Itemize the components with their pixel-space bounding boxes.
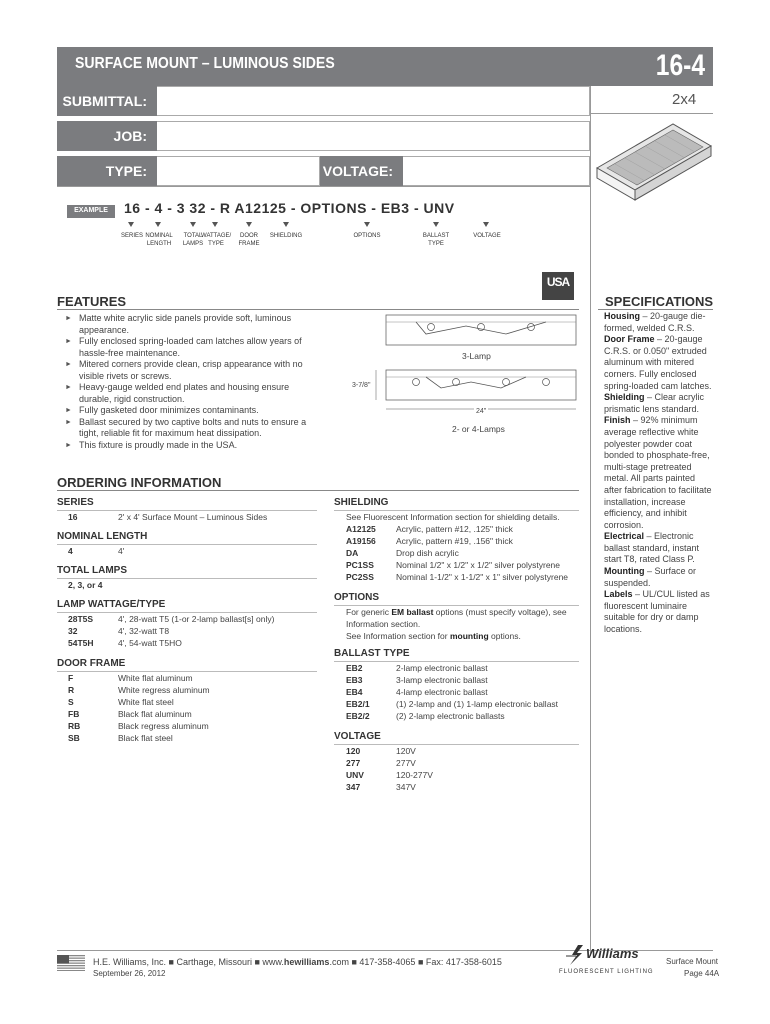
- specifications-title: SPECIFICATIONS: [605, 294, 714, 309]
- features-rule: [57, 309, 579, 310]
- ballast-type-title: BALLAST TYPE: [334, 648, 410, 659]
- wattage-code: 54T5H: [68, 638, 94, 648]
- voltage-descs: [396, 745, 433, 793]
- shielding-desc: Nominal 1/2" x 1/2" x 1/2" silver polystyrene: [396, 560, 561, 570]
- shielding-title: SHIELDING: [334, 497, 389, 508]
- lamp-wattage-title: LAMP WATTAGE/TYPE: [57, 599, 166, 610]
- spec-text: – 20-gauge die-formed, welded C.R.S.: [604, 311, 706, 333]
- nominal-length-rule: [57, 544, 317, 545]
- example-label-shielding: SHIELDING: [269, 233, 303, 239]
- wattage-desc: 4', 28-watt T5 (1-or 2-lamp ballast[s] only): [118, 614, 275, 624]
- ballast-codes: [346, 662, 370, 722]
- example-label-options: OPTIONS: [353, 233, 381, 239]
- ballast-code: EB4: [346, 687, 363, 697]
- feature-item: ► Fully enclosed spring-loaded cam latches allow years of hassle-free maintenance.: [65, 336, 315, 359]
- williams-brand: Williams: [586, 946, 639, 961]
- voltage-desc: 347V: [396, 782, 416, 792]
- arrow-icon: [433, 222, 439, 227]
- options-text-part: See Information section for: [346, 631, 450, 641]
- voltage-rule: [334, 744, 579, 745]
- spec-label: Housing: [604, 311, 640, 321]
- door-desc: Black flat aluminum: [118, 709, 192, 719]
- shielding-code: A19156: [346, 536, 376, 546]
- ordering-title: ORDERING INFORMATION: [57, 475, 222, 490]
- arrow-icon: [190, 222, 196, 227]
- arrow-icon: [364, 222, 370, 227]
- footer-category: Surface Mount: [666, 957, 719, 966]
- header-band: [57, 47, 713, 86]
- door-code: SB: [68, 733, 80, 743]
- arrow-icon: [283, 222, 289, 227]
- wattage-descs: [118, 613, 274, 649]
- voltage-code: 120: [346, 746, 361, 756]
- options-title: OPTIONS: [334, 592, 380, 603]
- spec-label: Finish: [604, 415, 631, 426]
- fixture-image: [595, 116, 713, 210]
- shielding-descs: [396, 523, 568, 583]
- footer-date: September 26, 2012: [93, 969, 166, 978]
- options-text-line: Information section.: [346, 619, 421, 629]
- example-label-length: NOMINAL LENGTH: [145, 233, 173, 247]
- shielding-desc: Drop dish acrylic: [396, 548, 459, 558]
- footer-company-part: H.E. Williams, Inc. ■ Carthage, Missouri ■ www.: [93, 957, 284, 967]
- voltage-code: 277: [346, 758, 361, 768]
- voltage-desc: 277V: [396, 758, 416, 768]
- shielding-code: PC1SS: [346, 560, 374, 570]
- feature-item: ► Mitered corners provide clean, crisp appearance with no visible rivets or screws.: [65, 359, 315, 382]
- lamps-code: 2, 3, or 4: [68, 580, 103, 590]
- voltage-field[interactable]: [403, 156, 590, 186]
- arrow-icon: [212, 222, 218, 227]
- example-label-ballast: BALLAST TYPE: [422, 233, 450, 247]
- specifications-rule: [598, 309, 713, 310]
- page-title: SURFACE MOUNT – LUMINOUS SIDES: [75, 55, 335, 72]
- spec-text: – Surface or suspended.: [604, 566, 697, 588]
- type-field[interactable]: [157, 156, 320, 186]
- ballast-code: EB2: [346, 663, 363, 673]
- example-label-series: SERIES: [120, 233, 143, 239]
- shielding-desc: Acrylic, pattern #19, .156" thick: [396, 536, 513, 546]
- example-badge: EXAMPLE: [67, 205, 115, 218]
- type-label: TYPE:: [57, 156, 157, 186]
- footer-company-bold: hewilliams: [283, 957, 330, 967]
- arrow-icon: [155, 222, 161, 227]
- wattage-desc: 4', 32-watt T8: [118, 626, 170, 636]
- submittal-field[interactable]: [157, 86, 590, 116]
- job-field[interactable]: [157, 121, 590, 151]
- spec-label: Labels: [604, 589, 633, 600]
- door-code: RB: [68, 721, 81, 731]
- shielding-codes: [346, 523, 376, 583]
- diagram-height-label: 3-7/8": [352, 382, 371, 389]
- ballast-desc: 4-lamp electronic ballast: [396, 687, 488, 697]
- options-text-bold: EM ballast: [391, 607, 434, 617]
- wattage-codes: [68, 613, 94, 649]
- series-desc: 2' x 4' Surface Mount – Luminous Sides: [118, 512, 268, 522]
- feature-item: ► Ballast secured by two captive bolts and nuts to ensure a tight, reliable fit for maximum heat dissipation.: [65, 417, 315, 440]
- voltage-code: UNV: [346, 770, 364, 780]
- spec-label: Door Frame: [604, 334, 655, 345]
- feature-item: ► Matte white acrylic side panels provide soft, luminous appearance.: [65, 313, 315, 336]
- arrow-icon: [128, 222, 134, 227]
- door-desc: Black flat steel: [118, 733, 173, 743]
- size-divider: [591, 113, 713, 114]
- catalog-code: 16-4: [655, 49, 705, 82]
- arrow-icon: [483, 222, 489, 227]
- door-descs: [118, 672, 210, 744]
- ballast-desc: (2) 2-lamp electronic ballasts: [396, 711, 505, 721]
- length-desc: 4': [118, 546, 125, 556]
- us-flag-icon: [57, 955, 85, 971]
- spec-label: Shielding: [604, 392, 645, 403]
- ballast-code: EB3: [346, 675, 363, 685]
- wattage-code: 32: [68, 626, 78, 636]
- options-text: [346, 606, 586, 642]
- door-code: FB: [68, 709, 80, 719]
- door-frame-title: DOOR FRAME: [57, 658, 126, 669]
- door-desc: Black regress aluminum: [118, 721, 209, 731]
- example-label-door: DOOR FRAME: [238, 233, 260, 247]
- voltage-desc: 120-277V: [396, 770, 433, 780]
- wattage-code: 28T5S: [68, 614, 94, 624]
- ballast-descs: [396, 662, 558, 722]
- spec-text: – 20-gauge C.R.S. or 0.050" extruded aluminum with mitered corners. Fully enclosed spring-loaded cam latches.: [604, 334, 712, 391]
- voltage-desc: 120V: [396, 746, 416, 756]
- diagram-label-3lamp: 3-Lamp: [462, 351, 491, 361]
- features-title: FEATURES: [57, 294, 127, 309]
- ballast-code: EB2/2: [346, 711, 370, 721]
- spec-text: – Electronic ballast standard, instant start T8, rated Class P.: [604, 531, 700, 565]
- voltage-code: 347: [346, 782, 361, 792]
- door-codes: [68, 672, 80, 744]
- footer-company-part: .com ■ 417-358-4065 ■ Fax: 417-358-6015: [329, 957, 502, 967]
- options-text-part: options.: [488, 631, 521, 641]
- fixture-section-diagram: [346, 312, 586, 424]
- voltage-title: VOLTAGE: [334, 731, 381, 742]
- door-desc: White flat aluminum: [118, 673, 193, 683]
- feature-item: ► Heavy-gauge welded end plates and housing ensure durable, rigid construction.: [65, 382, 315, 405]
- wattage-desc: 4', 54-watt T5HO: [118, 638, 182, 648]
- feature-item: ► Fully gasketed door minimizes contaminants.: [65, 405, 315, 417]
- submittal-label: SUBMITTAL:: [57, 86, 157, 116]
- footer-page: Page 44A: [684, 969, 720, 978]
- shielding-note: See Fluorescent Information section for shielding details.: [346, 512, 560, 522]
- options-text-part: For generic: [346, 607, 392, 617]
- diagram-label-2or4: 2- or 4-Lamps: [452, 424, 505, 434]
- specifications-list: [604, 311, 714, 636]
- spec-text: – UL/CUL listed as fluorescent luminaire suitable for dry or damp locations.: [604, 589, 710, 635]
- voltage-codes: [346, 745, 364, 793]
- ballast-desc: 3-lamp electronic ballast: [396, 675, 488, 685]
- ballast-code: EB2/1: [346, 699, 370, 709]
- door-desc: White flat steel: [118, 697, 174, 707]
- right-column-divider: [590, 86, 591, 956]
- options-text-bold: mounting: [449, 631, 489, 641]
- size-label: 2x4: [672, 91, 697, 108]
- ordering-rule: [57, 490, 579, 491]
- shielding-code: DA: [346, 548, 359, 558]
- features-list: [65, 313, 315, 451]
- ballast-desc: 2-lamp electronic ballast: [396, 663, 488, 673]
- arrow-icon: [246, 222, 252, 227]
- spec-text: – Clear acrylic prismatic lens standard.: [604, 392, 705, 414]
- spec-label: Electrical: [604, 531, 645, 542]
- form-bottom-rule: [57, 186, 590, 187]
- williams-brand-sub: FLUORESCENT LIGHTING: [559, 969, 654, 975]
- example-label-wattage: WATTAGE/ TYPE: [201, 233, 232, 247]
- spec-text: – 92% minimum average reflective white polyester powder coat bonded to phosphate-free, multi-stage pretreated metal. All parts painted after fabrication to facilitate installation, increase efficiency, and inhibit corrosion.: [604, 415, 712, 530]
- usa-badge-icon: USA: [542, 272, 574, 300]
- length-code: 4: [68, 546, 73, 556]
- shielding-desc: Nominal 1-1/2" x 1-1/2" x 1" silver polystyrene: [396, 572, 569, 582]
- example-code: 16 - 4 - 3 32 - R A12125 - OPTIONS - EB3 - UNV: [124, 200, 455, 216]
- shielding-desc: Acrylic, pattern #12, .125" thick: [396, 524, 513, 534]
- nominal-length-title: NOMINAL LENGTH: [57, 531, 148, 542]
- job-label: JOB:: [57, 121, 157, 151]
- series-code: 16: [68, 512, 78, 522]
- feature-item: ► This fixture is proudly made in the USA.: [65, 440, 315, 452]
- total-lamps-title: TOTAL LAMPS: [57, 565, 127, 576]
- diagram-width-label: 24": [476, 408, 487, 415]
- shielding-code: PC2SS: [346, 572, 374, 582]
- voltage-label: VOLTAGE:: [320, 156, 403, 186]
- door-code: F: [68, 673, 74, 683]
- series-title: SERIES: [57, 497, 94, 508]
- ballast-desc: (1) 2-lamp and (1) 1-lamp electronic ballast: [396, 699, 559, 709]
- example-label-voltage: VOLTAGE: [473, 233, 501, 239]
- shielding-code: A12125: [346, 524, 376, 534]
- door-code: S: [68, 697, 74, 707]
- footer-company: [93, 957, 502, 967]
- door-desc: White regress aluminum: [118, 685, 210, 695]
- spec-label: Mounting: [604, 566, 645, 577]
- door-code: R: [68, 685, 75, 695]
- options-text-part: options (must specify voltage), see: [433, 607, 567, 617]
- example-label-lamps: TOTAL LAMPS: [182, 233, 204, 247]
